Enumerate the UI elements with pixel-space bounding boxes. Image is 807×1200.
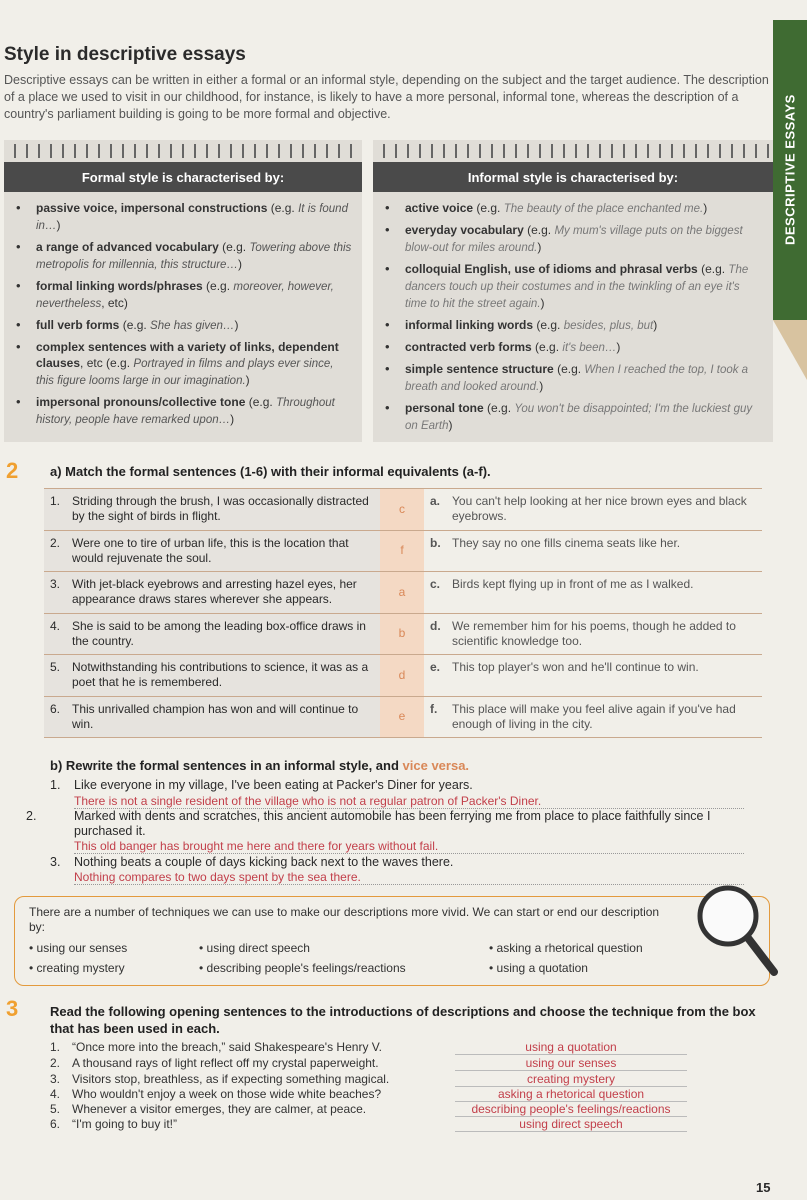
formal-sentence: 5. Notwithstanding his contributions to science, it was as a poet that he is remembered. bbox=[44, 655, 380, 696]
technique-item: • using our senses bbox=[29, 941, 128, 955]
technique-answer-field[interactable]: using a quotation bbox=[455, 1040, 687, 1055]
formal-style-box bbox=[4, 140, 362, 442]
formal-sentence: 1. Striding through the brush, I was occasionally distracted by the sight of birds in flight. bbox=[44, 489, 380, 530]
list-item: • a range of advanced vocabulary (e.g. Towering above this metropolis for millennia, this structure…) bbox=[14, 239, 352, 273]
rewrite-item: 1. Like everyone in my village, I've been eating at Packer's Diner for years. bbox=[50, 778, 473, 792]
rewrite-answer-field[interactable]: This old banger has brought me here and there for years without fail. bbox=[74, 839, 744, 854]
answer-cell[interactable]: a bbox=[380, 572, 424, 613]
informal-style-box bbox=[373, 140, 773, 442]
rewrite-item: 2. Marked with dents and scratches, this ancient automobile has been ferrying me from place to place faithfully since I purchased it. bbox=[26, 809, 711, 838]
informal-sentence: b. They say no one fills cinema seats like her. bbox=[424, 531, 762, 572]
techniques-box bbox=[14, 896, 770, 986]
technique-item: • creating mystery bbox=[29, 961, 125, 975]
techniques-intro: There are a number of techniques we can use to make our descriptions more vivid. We can start or end our description by: bbox=[29, 905, 660, 934]
rewrite-answer-field[interactable]: There is not a single resident of the village who is not a regular patron of Packer's Diner. bbox=[74, 794, 744, 809]
rewrite-item: 3. Nothing beats a couple of days kicking back next to the waves there. bbox=[50, 855, 454, 869]
formal-sentence: 4. She is said to be among the leading box-office draws in the country. bbox=[44, 614, 380, 655]
list-item: • impersonal pronouns/collective tone (e.g. Throughout history, people have remarked upon…) bbox=[14, 394, 352, 428]
technique-answer-field[interactable]: describing people's feelings/reactions bbox=[455, 1102, 687, 1117]
match-table bbox=[44, 488, 762, 738]
exercise-3-item: 5. Whenever a visitor emerges, they are calmer, at peace. bbox=[50, 1102, 367, 1116]
exercise-3-heading: Read the following opening sentences to the introductions of descriptions and choose the technique from the box that has been used in each. bbox=[50, 1004, 756, 1036]
formal-style-list bbox=[4, 192, 362, 428]
pencil-tip-icon bbox=[773, 320, 807, 380]
exercise-2a-heading: a) Match the formal sentences (1-6) with their informal equivalents (a-f). bbox=[50, 464, 491, 479]
table-row bbox=[44, 655, 762, 697]
table-row bbox=[44, 614, 762, 656]
table-row bbox=[44, 572, 762, 614]
list-item: • colloquial English, use of idioms and phrasal verbs (e.g. The dancers touch up their costumes and in the twinkling of an eye it's time to hit the street again.) bbox=[383, 261, 763, 312]
table-row bbox=[44, 531, 762, 573]
technique-item: • using a quotation bbox=[489, 961, 588, 975]
technique-item: • describing people's feelings/reactions bbox=[199, 961, 406, 975]
informal-sentence: d. We remember him for his poems, though he added to scientific knowledge too. bbox=[424, 614, 762, 655]
list-item: • complex sentences with a variety of links, dependent clauses, etc (e.g. Portrayed in films and plays ever since, this figure looms large in our imagination.) bbox=[14, 339, 352, 389]
formal-sentence: 2. Were one to tire of urban life, this is the location that would rejuvenate the soul. bbox=[44, 531, 380, 572]
exercise-3-item: 1. “Once more into the breach,” said Shakespeare's Henry V. bbox=[50, 1040, 383, 1054]
informal-sentence: a. You can't help looking at her nice brown eyes and black eyebrows. bbox=[424, 489, 762, 530]
technique-answer-field[interactable]: using direct speech bbox=[455, 1117, 687, 1132]
page-number: 15 bbox=[756, 1180, 771, 1195]
answer-cell[interactable]: c bbox=[380, 489, 424, 530]
list-item: • full verb forms (e.g. She has given…) bbox=[14, 317, 352, 334]
answer-cell[interactable]: d bbox=[380, 655, 424, 696]
answer-cell[interactable]: e bbox=[380, 697, 424, 738]
informal-sentence: f. This place will make you feel alive again if you've had enough of living in the city. bbox=[424, 697, 762, 738]
informal-style-heading: Informal style is characterised by: bbox=[373, 162, 773, 192]
list-item: • everyday vocabulary (e.g. My mum's village puts on the biggest blow-out for miles around.) bbox=[383, 222, 763, 256]
formal-sentence: 6. This unrivalled champion has won and will continue to win. bbox=[44, 697, 380, 738]
list-item: • simple sentence structure (e.g. When I reached the top, I took a breath and looked around.) bbox=[383, 361, 763, 395]
exercise-3-item: 3. Visitors stop, breathless, as if expecting something magical. bbox=[50, 1072, 390, 1086]
spiral-rings bbox=[373, 140, 773, 162]
exercise-3-item: 2. A thousand rays of light reflect off my crystal paperweight. bbox=[50, 1056, 379, 1070]
technique-item: • asking a rhetorical question bbox=[489, 941, 643, 955]
informal-sentence: c. Birds kept flying up in front of me as I walked. bbox=[424, 572, 762, 613]
exercise-2b-heading: b) Rewrite the formal sentences in an informal style, and vice versa. bbox=[50, 758, 470, 773]
list-item: • formal linking words/phrases (e.g. moreover, however, nevertheless, etc) bbox=[14, 278, 352, 312]
intro-paragraph: Descriptive essays can be written in either a formal or an informal style, depending on the subject and the target audience. The description of a place we used to visit in our childhood, for instance, is likely to have a more personal, informal tone, whereas the description of a country's parliament building is going to be more formal and objective. bbox=[4, 73, 769, 121]
exercise-2-number: 2 bbox=[6, 458, 19, 483]
informal-sentence: e. This top player's won and he'll continue to win. bbox=[424, 655, 762, 696]
formal-style-heading: Formal style is characterised by: bbox=[4, 162, 362, 192]
exercise-3-item: 6. “I'm going to buy it!” bbox=[50, 1117, 177, 1131]
list-item: • informal linking words (e.g. besides, plus, but) bbox=[383, 317, 763, 334]
technique-answer-field[interactable]: using our senses bbox=[455, 1056, 687, 1071]
exercise-3-number: 3 bbox=[6, 996, 19, 1021]
list-item: • passive voice, impersonal constructions (e.g. It is found in…) bbox=[14, 200, 352, 234]
table-row bbox=[44, 697, 762, 739]
side-tab-label: DESCRIPTIVE ESSAYS bbox=[782, 94, 798, 246]
section-title: Style in descriptive essays bbox=[4, 44, 246, 65]
technique-answer-field[interactable]: creating mystery bbox=[455, 1072, 687, 1087]
exercise-3-item: 4. Who wouldn't enjoy a week on those wide white beaches? bbox=[50, 1087, 382, 1101]
side-tab bbox=[773, 20, 807, 320]
answer-cell[interactable]: b bbox=[380, 614, 424, 655]
list-item: • contracted verb forms (e.g. it's been…) bbox=[383, 339, 763, 356]
formal-sentence: 3. With jet-black eyebrows and arresting hazel eyes, her appearance draws stares wherever she appears. bbox=[44, 572, 380, 613]
magnifier-icon bbox=[690, 880, 780, 980]
list-item: • personal tone (e.g. You won't be disappointed; I'm the luckiest guy on Earth) bbox=[383, 400, 763, 434]
informal-style-list bbox=[373, 192, 773, 434]
technique-answer-field[interactable]: asking a rhetorical question bbox=[455, 1087, 687, 1102]
rewrite-answer-field[interactable]: Nothing compares to two days spent by the sea there. bbox=[74, 870, 744, 885]
technique-item: • using direct speech bbox=[199, 941, 310, 955]
table-row bbox=[44, 489, 762, 531]
spiral-rings bbox=[4, 140, 362, 162]
list-item: • active voice (e.g. The beauty of the place enchanted me.) bbox=[383, 200, 763, 217]
answer-cell[interactable]: f bbox=[380, 531, 424, 572]
